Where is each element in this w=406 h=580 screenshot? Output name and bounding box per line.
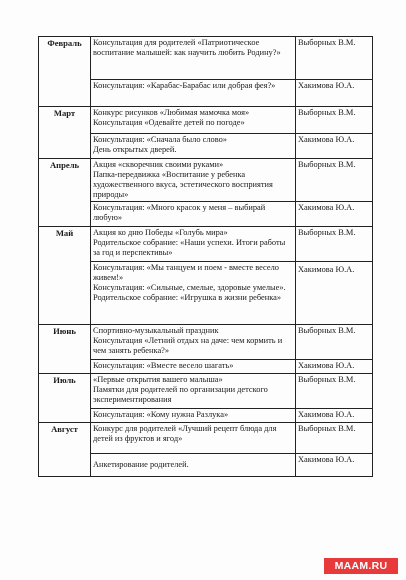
month-cell: Июнь <box>39 325 91 374</box>
event-cell <box>91 409 296 423</box>
month-cell: Май <box>39 227 91 325</box>
event-cell <box>91 37 296 80</box>
event-cell <box>91 262 296 325</box>
month-cell: Апрель <box>39 159 91 227</box>
table-row <box>39 37 373 80</box>
event-text: Анкетирование родителей. <box>93 460 189 469</box>
table-row <box>39 374 373 409</box>
month-cell: Август <box>39 423 91 477</box>
responsible-cell: Выборных В.М. <box>296 227 373 262</box>
event-cell <box>91 134 296 159</box>
event-text: Акция «скворечник своими руками» <box>93 160 224 169</box>
event-cell <box>91 374 296 409</box>
event-text: Консультация «Одевайте детей по погоде» <box>93 118 245 127</box>
month-cell: Март <box>39 107 91 159</box>
table-row <box>39 423 373 454</box>
responsible-cell: Выборных В.М. <box>296 423 373 454</box>
event-text: Консультация: «Вместе весело шагать» <box>93 361 234 370</box>
event-text: Консультация для родителей «Патриотическое воспитание малышей: как научить любить Родину?» <box>93 38 281 57</box>
event-text: Спортивно-музыкальный праздник <box>93 326 219 335</box>
month-cell: Июль <box>39 374 91 423</box>
responsible-cell: Выборных В.М. <box>296 107 373 134</box>
event-text: Консультация: «Сильные, смелые, здоровые умелые». <box>93 283 286 292</box>
maam-watermark-logo[interactable]: MAAM.RU <box>324 558 398 574</box>
responsible-cell: Хакимова Ю.А. <box>296 409 373 423</box>
responsible-cell: Выборных В.М. <box>296 374 373 409</box>
event-text: Акция ко дню Победы «Голубь мира» <box>93 228 228 237</box>
responsible-cell: Хакимова Ю.А. <box>296 202 373 227</box>
event-cell <box>91 454 296 477</box>
event-text: День открытых дверей. <box>93 145 177 154</box>
event-cell <box>91 325 296 360</box>
event-text: Родительское собрание: «Наши успехи. Итоги работы за год и перспективы» <box>93 238 286 257</box>
event-text: Консультация: «Кому нужна Разлука» <box>93 410 229 419</box>
event-cell <box>91 80 296 107</box>
table-row <box>39 159 373 202</box>
event-text: Родительское собрание: «Игрушка в жизни ребенка» <box>93 293 282 302</box>
event-text: Конкурс рисунков «Любимая мамочка моя» <box>93 108 250 117</box>
responsible-cell: Хакимова Ю.А. <box>296 360 373 374</box>
table-row <box>39 107 373 134</box>
event-text: Памятки для родителей по организации детского экспериментирования <box>93 385 268 404</box>
responsible-cell: Хакимова Ю.А. <box>296 80 373 107</box>
event-text: Консультация «Летний отдых на даче: чем кормить и чем занять ребенка?» <box>93 336 283 355</box>
table-row <box>39 325 373 360</box>
event-text: «Первые открытия вашего малыша» <box>93 375 223 384</box>
event-text: Консультация: «Сначала было слово» <box>93 135 227 144</box>
event-text: Конкурс для родителей «Лучший рецепт блюда для детей из фруктов и ягод» <box>93 424 277 443</box>
event-text: Консультация: «Мы танцуем и поем - вместе весело живем!» <box>93 263 279 282</box>
event-text: Консультация: «Карабас-Барабас или добрая фея?» <box>93 81 276 90</box>
responsible-cell: Выборных В.М. <box>296 325 373 360</box>
event-cell <box>91 227 296 262</box>
event-cell <box>91 107 296 134</box>
responsible-cell: Хакимова Ю.А. <box>296 134 373 159</box>
responsible-cell: Выборных В.М. <box>296 159 373 202</box>
parent-work-plan-table <box>38 36 373 477</box>
month-cell: Февраль <box>39 37 91 107</box>
event-cell <box>91 202 296 227</box>
responsible-cell: Хакимова Ю.А. <box>296 262 373 325</box>
event-text: Консультация: «Много красок у меня – выбирай любую» <box>93 203 266 222</box>
event-cell <box>91 159 296 202</box>
event-cell <box>91 423 296 454</box>
table-row <box>39 227 373 262</box>
event-cell <box>91 360 296 374</box>
responsible-cell: Хакимова Ю.А. <box>296 454 373 477</box>
responsible-cell: Выборных В.М. <box>296 37 373 80</box>
event-text: Папка-передвижка «Воспитание у ребенка художественного вкуса, эстетического восприятия природы» <box>93 170 273 199</box>
